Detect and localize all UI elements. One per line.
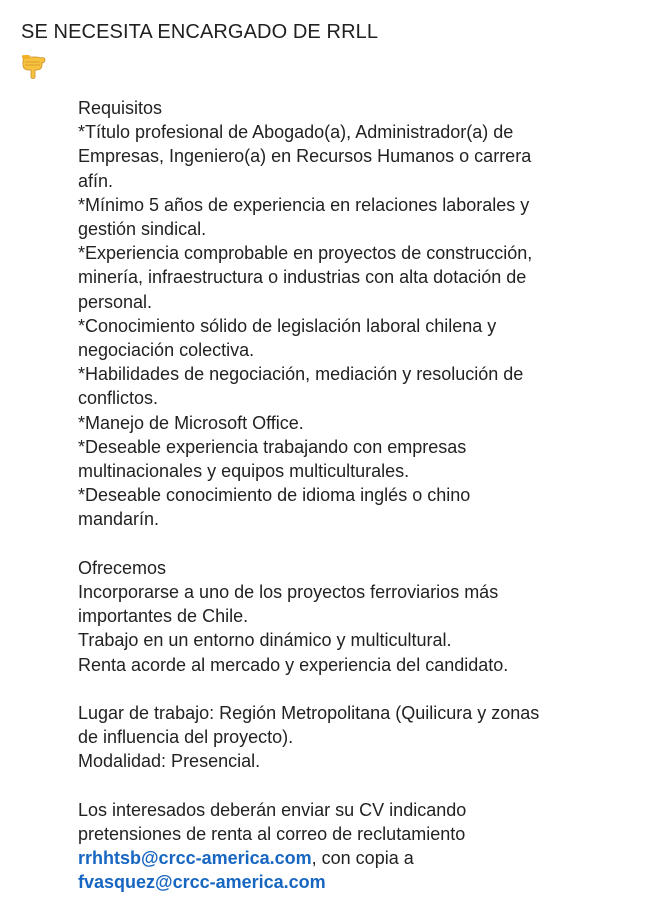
contacto-email-line: [78, 870, 638, 894]
requisitos-line: afín.: [78, 170, 114, 191]
pointing-down-hand-emoji: [20, 52, 48, 80]
requisitos-line: multinacionales y equipos multiculturales.: [78, 461, 410, 482]
requisitos-line: *Deseable conocimiento de idioma inglés o chino: [78, 485, 471, 506]
ofrecemos-list: [78, 580, 638, 677]
contacto-line: Los interesados deberán enviar su CV indicando: [78, 799, 467, 820]
lugar-line: Lugar de trabajo: Región Metropolitana (Quilicura y zonas: [78, 703, 540, 724]
requisitos-line: *Manejo de Microsoft Office.: [78, 412, 304, 433]
paragraph-gap: [78, 774, 638, 798]
lugar-section: [78, 701, 638, 774]
ofrecemos-line: importantes de Chile.: [78, 606, 249, 627]
requisitos-line: conflictos.: [78, 388, 159, 409]
requisitos-line: *Título profesional de Abogado(a), Administrador(a) de: [78, 122, 514, 143]
requisitos-list: [78, 120, 638, 531]
modalidad-line: Modalidad: Presencial.: [78, 751, 261, 772]
paragraph-gap: [78, 532, 638, 556]
requisitos-line: *Habilidades de negociación, mediación y resolución de: [78, 364, 524, 385]
ofrecemos-title: Ofrecemos: [78, 557, 167, 578]
post-heading: SE NECESITA ENCARGADO DE RRLL: [21, 21, 379, 43]
paragraph-gap: [78, 677, 638, 701]
lugar-line: de influencia del proyecto).: [78, 727, 294, 748]
requisitos-line: mandarín.: [78, 509, 160, 530]
ofrecemos-line: Renta acorde al mercado y experiencia del candidato.: [78, 654, 509, 675]
ofrecemos-line: Trabajo en un entorno dinámico y multicultural.: [78, 630, 452, 651]
requisitos-title: Requisitos: [78, 98, 163, 118]
email-link-fvasquez[interactable]: fvasquez@crcc-america.com: [78, 872, 326, 893]
post-body: [78, 96, 638, 895]
contacto-connector: , con copia a: [311, 848, 414, 869]
requisitos-line: negociación colectiva.: [78, 340, 255, 361]
requisitos-line: minería, infraestructura o industrias con alta dotación de: [78, 267, 527, 288]
email-link-rrhhtsb[interactable]: rrhhtsb@crcc-america.com: [78, 848, 312, 869]
requisitos-line: gestión sindical.: [78, 219, 207, 240]
requisitos-line: *Deseable experiencia trabajando con empresas: [78, 436, 467, 457]
contacto-email-line: [78, 846, 638, 870]
contacto-section: [78, 798, 638, 895]
requisitos-line: *Conocimiento sólido de legislación laboral chilena y: [78, 315, 497, 336]
contacto-line: pretensiones de renta al correo de reclutamiento: [78, 824, 466, 845]
ofrecemos-line: Incorporarse a uno de los proyectos ferroviarios más: [78, 582, 499, 603]
requisitos-line: *Experiencia comprobable en proyectos de construcción,: [78, 243, 533, 264]
requisitos-line: Empresas, Ingeniero(a) en Recursos Humanos o carrera: [78, 146, 532, 167]
requisitos-line: *Mínimo 5 años de experiencia en relaciones laborales y: [78, 194, 530, 215]
requisitos-line: personal.: [78, 291, 153, 312]
